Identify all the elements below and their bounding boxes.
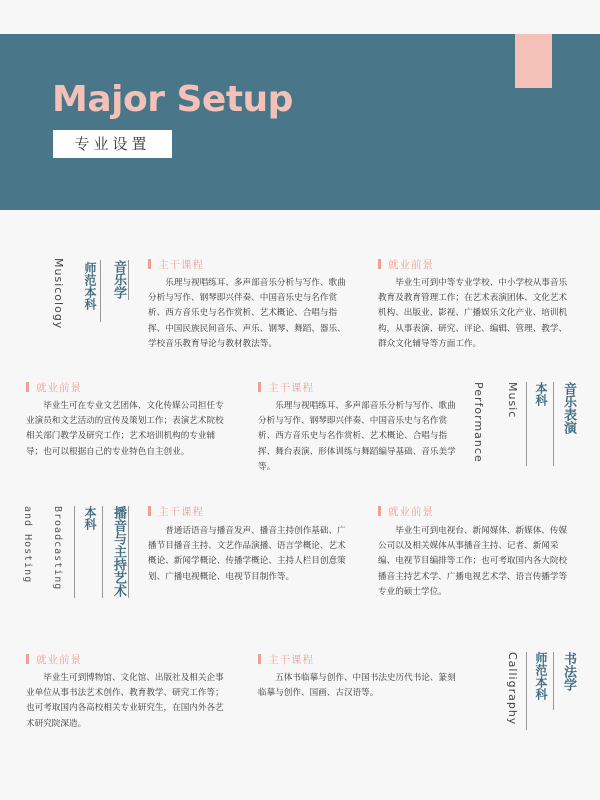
career-label-calligraphy	[26, 653, 82, 667]
major-english-performance-1: Music	[506, 382, 519, 419]
major-english-broadcasting-2: and Hosting	[22, 506, 33, 584]
label-bar	[378, 506, 381, 516]
label-text: 主干课程	[158, 506, 204, 518]
major-degree-performance: 本科	[534, 382, 548, 406]
course-label-calligraphy	[258, 653, 314, 667]
divider-line	[526, 382, 527, 466]
course-text-musicology: 乐理与视唱练耳、多声部音乐分析与写作、歌曲分析与写作、钢琴即兴伴奏、中国音乐史与名作赏析、西方音乐史与名作赏析、艺术概论、合唱与指挥、中国民族民间音乐、声乐、钢琴、舞蹈、器乐、学校音乐教育导论与教材教法等。	[148, 278, 346, 349]
course-label-musicology	[148, 258, 204, 272]
major-name-broadcasting: 播音与主持艺术	[111, 506, 126, 597]
course-text-performance: 乐理与视唱练耳、多声部音乐分析与写作、歌曲分析与写作、钢琴即兴伴奏、中国音乐史与名作赏析、西方音乐史与名作赏析、艺术概论、合唱与指挥、舞台表演、形体训练与舞蹈编导基础、音乐美学等。	[258, 401, 456, 472]
divider-line	[100, 260, 101, 322]
label-text: 就业前景	[388, 506, 434, 518]
label-bar	[26, 654, 29, 664]
divider-line	[553, 652, 554, 710]
label-text: 就业前景	[388, 259, 434, 271]
label-bar	[258, 382, 261, 392]
course-text-calligraphy: 五体书临摹与创作、中国书法史历代书论、篆刻临摹与创作、国画、古汉语等。	[258, 673, 456, 699]
header-banner	[0, 34, 600, 210]
label-bar	[26, 382, 29, 392]
major-english-broadcasting-1: Broadcasting	[52, 506, 63, 591]
course-text-broadcasting: 普通话语音与播音发声、播音主持创作基础、广播节目播音主持、文艺作品演播、语言学概论、艺术概论、新闻学概论、传播学概论、主持人栏目创意策划、广播电视概论、电视节目制作等。	[148, 526, 346, 582]
major-degree-musicology: 师范本科	[83, 262, 97, 310]
page-title: Major Setup	[52, 79, 293, 120]
divider-line	[102, 506, 103, 598]
career-label-musicology	[378, 258, 434, 272]
label-bar	[148, 506, 151, 516]
accent-block	[515, 34, 552, 88]
label-bar	[258, 654, 261, 664]
label-bar	[378, 259, 381, 269]
label-text: 就业前景	[36, 654, 82, 666]
major-degree-calligraphy: 师范本科	[534, 652, 548, 700]
major-name-calligraphy: 书法学	[561, 652, 576, 691]
divider-line	[128, 506, 129, 598]
major-english-calligraphy: Calligraphy	[506, 652, 519, 726]
label-text: 主干课程	[158, 259, 204, 271]
career-label-broadcasting	[378, 505, 434, 519]
major-english-performance-2: Performance	[472, 382, 485, 463]
course-label-broadcasting	[148, 505, 204, 519]
label-text: 主干课程	[268, 382, 314, 394]
divider-line	[74, 506, 75, 598]
divider-line	[553, 382, 554, 466]
major-name-musicology: 音乐学	[111, 260, 126, 299]
major-name-performance: 音乐表演	[561, 382, 576, 434]
label-bar	[148, 259, 151, 269]
career-text-broadcasting: 毕业生可到电视台、新闻媒体、新媒体、传媒公司以及相关媒体从事播音主持、记者、新闻采编、电视节目编排等工作；也可考取国内各大院校播音主持艺术学、广播电视艺术学、语言传播学等专业的硕士学位。	[378, 526, 568, 597]
label-text: 主干课程	[268, 654, 314, 666]
divider-line	[526, 652, 527, 730]
label-text: 就业前景	[36, 382, 82, 394]
major-english-musicology: Musicology	[52, 258, 65, 330]
course-label-performance	[258, 381, 314, 395]
career-text-performance: 毕业生可在专业文艺团体、文化传媒公司担任专业演员和文艺活动的宣传及策划工作；表演艺术院校相关部门教学及研究工作；艺术培训机构的专业辅导；也可以根据自己的专业特色自主创业。	[26, 401, 224, 457]
divider-line	[128, 260, 129, 300]
career-label-performance	[26, 381, 82, 395]
page-subtitle: 专业设置	[53, 130, 172, 158]
major-degree-broadcasting: 本科	[83, 506, 97, 530]
career-text-musicology: 毕业生可到中等专业学校、中小学校从事音乐教育及教育管理工作；在艺术表演团体、文化艺术机构、出版业、影视、广播娱乐文化产业、培训机构，从事表演、研究、评论、编辑、管理、教学、群众文化辅导等方面工作。	[378, 278, 568, 349]
career-text-calligraphy: 毕业生可到博物馆、文化馆、出版社及相关企事业单位从事书法艺术创作、教育教学、研究工作等；也可考取国内各高校相关专业研究生，在国内外各艺术研究院深造。	[26, 673, 224, 729]
